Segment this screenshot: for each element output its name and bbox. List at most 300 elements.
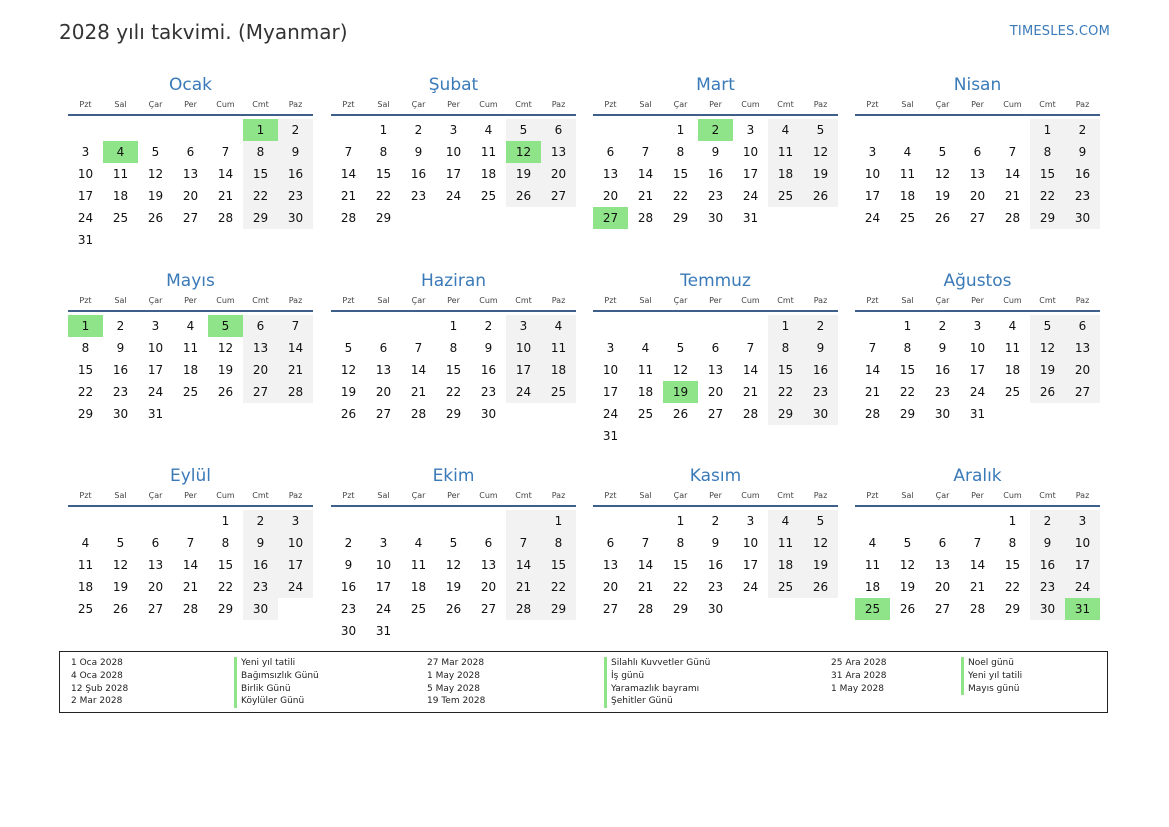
day-cell: 13 <box>243 337 278 359</box>
day-cell: 22 <box>243 185 278 207</box>
week-row <box>331 381 576 403</box>
week-row <box>68 119 313 141</box>
week-row <box>331 554 576 576</box>
day-cell: 10 <box>742 145 759 159</box>
week-row <box>593 185 838 207</box>
day-cell: 12 <box>934 167 951 181</box>
day-cell: 23 <box>1030 576 1065 598</box>
day-cell: 29 <box>1004 602 1021 616</box>
day-cell: 2 <box>414 123 423 137</box>
day-cell: 25 <box>541 381 576 403</box>
day-cell: 26 <box>934 211 951 225</box>
day-cell: 5 <box>449 536 458 550</box>
day-cell: 27 <box>182 211 199 225</box>
day-cell: 19 <box>147 189 164 203</box>
day-cell: 9 <box>484 341 493 355</box>
day-cell: 16 <box>1030 554 1065 576</box>
day-cell: 9 <box>1030 532 1065 554</box>
day-cell: 12 <box>340 363 357 377</box>
day-cell: 17 <box>445 167 462 181</box>
day-cell: 25 <box>899 211 916 225</box>
weekday-label: Per <box>971 491 984 500</box>
day-cell: 21 <box>742 385 759 399</box>
day-cell: 7 <box>973 536 982 550</box>
month-calendar <box>68 270 313 425</box>
day-cell: 26 <box>112 602 129 616</box>
day-cell: 11 <box>637 363 654 377</box>
legend-holiday-name: Mayıs günü <box>961 683 1022 696</box>
day-cell: 7 <box>221 145 230 159</box>
day-cell: 30 <box>278 207 313 229</box>
legend-date: 19 Tem 2028 <box>427 696 486 707</box>
day-cell-empty <box>995 403 1030 425</box>
day-cell: 13 <box>375 363 392 377</box>
week-row <box>593 576 838 598</box>
day-cell: 25 <box>410 602 427 616</box>
day-cell: 22 <box>445 385 462 399</box>
day-cell-empty <box>890 510 925 532</box>
week-row <box>331 532 576 554</box>
day-cell: 4 <box>541 315 576 337</box>
day-cell-empty <box>593 510 628 532</box>
day-cell: 26 <box>217 385 234 399</box>
day-cell: 15 <box>217 558 234 572</box>
weekday-label: Paz <box>551 491 566 500</box>
weekday-label: Pzt <box>866 100 879 109</box>
day-cell: 18 <box>410 580 427 594</box>
day-cell: 25 <box>112 211 129 225</box>
legend-date: 1 May 2028 <box>831 683 884 694</box>
week-row <box>331 337 576 359</box>
day-cell-empty <box>733 425 768 447</box>
day-cell: 20 <box>182 189 199 203</box>
day-cell: 24 <box>506 381 541 403</box>
weekday-label: Paz <box>1075 491 1090 500</box>
day-cell: 6 <box>379 341 388 355</box>
weekday-label: Cmt <box>515 296 532 305</box>
day-cell: 17 <box>742 167 759 181</box>
day-cell-empty <box>68 510 103 532</box>
week-row <box>331 141 576 163</box>
day-cell: 14 <box>340 167 357 181</box>
day-cell: 4 <box>768 510 803 532</box>
day-cell-empty <box>436 510 471 532</box>
day-cell: 24 <box>77 211 94 225</box>
day-cell-empty <box>278 403 313 425</box>
header-rule <box>855 505 1100 507</box>
week-row <box>593 403 838 425</box>
week-row <box>855 119 1100 141</box>
week-row <box>68 185 313 207</box>
day-cell: 19 <box>340 385 357 399</box>
day-cell-empty <box>628 315 663 337</box>
day-cell: 26 <box>147 211 164 225</box>
month-name: Aralık <box>953 466 1002 486</box>
day-cell: 21 <box>340 189 357 203</box>
day-cell: 4 <box>768 119 803 141</box>
legend-holiday-name: Şehitler Günü <box>604 695 710 708</box>
day-cell: 1 <box>1030 119 1065 141</box>
day-cell-empty <box>960 510 995 532</box>
day-cell: 30 <box>1030 598 1065 620</box>
day-cell: 29 <box>375 211 392 225</box>
weekday-label: Per <box>971 296 984 305</box>
day-cell: 27 <box>375 407 392 421</box>
weekday-label: Paz <box>1075 296 1090 305</box>
weekday-header <box>855 98 1100 112</box>
weekday-label: Pzt <box>604 100 617 109</box>
day-cell: 22 <box>1030 185 1065 207</box>
weekday-label: Pzt <box>604 296 617 305</box>
weekday-label: Sal <box>639 100 652 109</box>
day-cell-empty <box>628 425 663 447</box>
weekday-label: Çar <box>411 296 426 305</box>
day-cell: 8 <box>676 536 685 550</box>
day-cell: 11 <box>864 558 881 572</box>
day-cell: 11 <box>410 558 427 572</box>
day-cell: 19 <box>803 163 838 185</box>
day-cell: 6 <box>711 341 720 355</box>
header-rule <box>331 114 576 116</box>
day-cell: 18 <box>768 163 803 185</box>
weekday-label: Sal <box>377 100 390 109</box>
day-cell: 4 <box>81 536 90 550</box>
day-cell: 21 <box>182 580 199 594</box>
day-cell: 29 <box>1030 207 1065 229</box>
day-cell: 31 <box>375 624 392 638</box>
week-row <box>855 510 1100 532</box>
weekday-label: Pzt <box>342 491 355 500</box>
day-cell: 10 <box>1065 532 1100 554</box>
day-cell-empty <box>506 207 541 229</box>
day-cell: 9 <box>344 558 353 572</box>
day-cell: 18 <box>112 189 129 203</box>
day-cell: 27 <box>147 602 164 616</box>
day-cell-empty <box>541 207 576 229</box>
day-cell: 20 <box>934 580 951 594</box>
weekday-label: Cum <box>479 100 498 109</box>
day-cell: 28 <box>969 602 986 616</box>
day-cell-empty <box>506 620 541 642</box>
day-cell: 19 <box>445 580 462 594</box>
legend-holiday-name: İş günü <box>604 670 710 683</box>
weekday-label: Paz <box>813 296 828 305</box>
legend-holiday-name: Yeni yıl tatili <box>961 670 1022 683</box>
day-cell: 2 <box>344 536 353 550</box>
month-calendar <box>68 465 313 620</box>
day-cell: 28 <box>217 211 234 225</box>
day-cell-empty <box>173 229 208 251</box>
week-row <box>593 359 838 381</box>
day-cell: 26 <box>803 576 838 598</box>
day-cell-empty <box>103 229 138 251</box>
day-cell: 19 <box>663 381 698 403</box>
day-cell: 28 <box>506 598 541 620</box>
day-cell: 25 <box>1004 385 1021 399</box>
day-cell: 11 <box>182 341 199 355</box>
day-cell: 23 <box>340 602 357 616</box>
week-row <box>68 359 313 381</box>
day-cell: 24 <box>278 576 313 598</box>
day-cell-empty <box>768 598 803 620</box>
day-cell: 1 <box>379 123 388 137</box>
weekday-label: Paz <box>551 296 566 305</box>
day-cell: 10 <box>742 536 759 550</box>
day-cell: 2 <box>243 510 278 532</box>
week-row <box>855 403 1100 425</box>
legend-holiday-name: Köylüler Günü <box>234 695 319 708</box>
day-cell-empty <box>628 510 663 532</box>
legend-date: 5 May 2028 <box>427 683 480 694</box>
day-cell: 4 <box>484 123 493 137</box>
day-cell: 26 <box>1030 381 1065 403</box>
day-cell: 24 <box>864 211 881 225</box>
day-cell: 13 <box>1065 337 1100 359</box>
legend-date: 31 Ara 2028 <box>831 670 887 681</box>
weekday-label: Paz <box>813 100 828 109</box>
day-cell: 20 <box>707 385 724 399</box>
day-cell-empty <box>593 119 628 141</box>
day-cell: 18 <box>637 385 654 399</box>
day-cell: 21 <box>864 385 881 399</box>
day-cell: 4 <box>868 536 877 550</box>
day-cell: 2 <box>938 319 947 333</box>
day-cell: 3 <box>868 145 877 159</box>
day-cell: 12 <box>217 341 234 355</box>
legend-date: 4 Oca 2028 <box>71 670 123 681</box>
day-cell: 11 <box>1004 341 1021 355</box>
day-cell-empty <box>278 598 313 620</box>
weekday-label: Cmt <box>1039 296 1056 305</box>
day-cell: 8 <box>1030 141 1065 163</box>
month-calendar <box>331 270 576 425</box>
day-cell: 7 <box>414 341 423 355</box>
day-cell: 1 <box>221 514 230 528</box>
day-cell: 16 <box>480 363 497 377</box>
day-cell: 21 <box>217 189 234 203</box>
week-row <box>331 207 576 229</box>
weekday-label: Pzt <box>604 491 617 500</box>
day-cell-empty <box>803 207 838 229</box>
day-cell: 19 <box>1030 359 1065 381</box>
weekday-header <box>855 294 1100 308</box>
day-cell: 6 <box>484 536 493 550</box>
day-cell-empty <box>278 229 313 251</box>
day-cell: 25 <box>480 189 497 203</box>
day-cell: 7 <box>344 145 353 159</box>
day-cell: 12 <box>445 558 462 572</box>
weekday-label: Cmt <box>515 100 532 109</box>
day-cell-empty <box>628 119 663 141</box>
brand-link[interactable]: TIMESLES.COM <box>1009 24 1110 39</box>
weekday-label: Per <box>971 100 984 109</box>
day-cell: 12 <box>147 167 164 181</box>
day-cell: 11 <box>77 558 94 572</box>
holiday-legend <box>59 651 1108 713</box>
day-cell: 23 <box>803 381 838 403</box>
day-cell: 23 <box>1065 185 1100 207</box>
day-cell: 8 <box>541 532 576 554</box>
weekday-label: Cum <box>1003 296 1022 305</box>
day-cell-empty <box>366 510 401 532</box>
day-cell-empty <box>103 510 138 532</box>
day-cell: 13 <box>934 558 951 572</box>
month-name: Ekim <box>432 466 475 486</box>
day-cell: 12 <box>803 532 838 554</box>
day-cell: 3 <box>506 315 541 337</box>
day-cell: 18 <box>864 580 881 594</box>
week-row <box>68 381 313 403</box>
month-name: Nisan <box>953 75 1002 95</box>
month-calendar <box>593 465 838 620</box>
day-cell-empty <box>925 119 960 141</box>
day-cell: 30 <box>112 407 129 421</box>
day-cell: 18 <box>899 189 916 203</box>
day-cell: 29 <box>768 403 803 425</box>
day-cell: 24 <box>602 407 619 421</box>
day-cell: 31 <box>969 407 986 421</box>
weekday-label: Çar <box>148 491 163 500</box>
legend-date: 12 Şub 2028 <box>71 683 129 694</box>
weekday-label: Pzt <box>79 296 92 305</box>
weekday-header <box>855 489 1100 503</box>
day-cell: 5 <box>676 341 685 355</box>
day-cell: 28 <box>1004 211 1021 225</box>
day-cell: 15 <box>445 363 462 377</box>
legend-holiday-name: Birlik Günü <box>234 683 319 696</box>
day-cell-empty <box>925 510 960 532</box>
day-cell: 14 <box>969 558 986 572</box>
weekday-label: Sal <box>639 296 652 305</box>
day-cell: 3 <box>606 341 615 355</box>
day-cell-empty <box>331 315 366 337</box>
day-cell-empty <box>506 403 541 425</box>
day-cell: 7 <box>746 341 755 355</box>
weekday-label: Çar <box>935 100 950 109</box>
week-row <box>593 207 838 229</box>
day-cell: 30 <box>243 598 278 620</box>
day-cell-empty <box>471 620 506 642</box>
day-cell: 20 <box>541 163 576 185</box>
day-cell: 24 <box>742 580 759 594</box>
day-cell: 19 <box>506 163 541 185</box>
week-row <box>68 510 313 532</box>
day-cell: 2 <box>484 319 493 333</box>
day-cell: 3 <box>973 319 982 333</box>
week-row <box>331 576 576 598</box>
day-cell: 6 <box>151 536 160 550</box>
day-cell-empty <box>173 510 208 532</box>
day-cell: 11 <box>541 337 576 359</box>
day-cell: 20 <box>1065 359 1100 381</box>
header-rule <box>331 310 576 312</box>
day-cell: 19 <box>217 363 234 377</box>
day-cell: 28 <box>637 602 654 616</box>
week-row <box>593 532 838 554</box>
day-cell: 31 <box>742 211 759 225</box>
week-row <box>593 315 838 337</box>
day-cell: 17 <box>375 580 392 594</box>
day-cell: 9 <box>414 145 423 159</box>
day-cell: 4 <box>103 141 138 163</box>
month-calendar <box>68 74 313 251</box>
weekday-label: Sal <box>114 491 127 500</box>
day-cell: 17 <box>602 385 619 399</box>
day-cell: 5 <box>344 341 353 355</box>
weekday-label: Cum <box>216 100 235 109</box>
day-cell: 1 <box>768 315 803 337</box>
day-cell: 5 <box>938 145 947 159</box>
day-cell: 7 <box>186 536 195 550</box>
day-cell: 6 <box>186 145 195 159</box>
day-cell: 22 <box>1004 580 1021 594</box>
day-cell: 16 <box>1065 163 1100 185</box>
legend-date: 1 Oca 2028 <box>71 658 123 668</box>
week-row <box>855 207 1100 229</box>
weekday-label: Sal <box>901 491 914 500</box>
weekday-label: Pzt <box>866 491 879 500</box>
day-cell: 23 <box>934 385 951 399</box>
day-cell: 25 <box>855 598 890 620</box>
weekday-label: Pzt <box>342 100 355 109</box>
weekday-label: Cmt <box>777 100 794 109</box>
weekday-label: Cmt <box>252 100 269 109</box>
day-cell: 13 <box>182 167 199 181</box>
header-rule <box>68 310 313 312</box>
day-cell: 1 <box>676 514 685 528</box>
weekday-label: Per <box>447 100 460 109</box>
legend-holiday-name: Bağımsızlık Günü <box>234 670 319 683</box>
month-calendar <box>331 465 576 642</box>
week-row <box>68 576 313 598</box>
week-row <box>593 119 838 141</box>
day-cell: 28 <box>278 381 313 403</box>
weekday-label: Cum <box>216 491 235 500</box>
weekday-label: Per <box>709 296 722 305</box>
day-cell: 2 <box>711 514 720 528</box>
day-cell: 8 <box>449 341 458 355</box>
day-cell: 9 <box>1065 141 1100 163</box>
day-cell: 4 <box>1008 319 1017 333</box>
day-cell: 26 <box>506 185 541 207</box>
weekday-label: Cum <box>479 296 498 305</box>
week-row <box>68 532 313 554</box>
day-cell: 8 <box>903 341 912 355</box>
day-cell: 21 <box>1004 189 1021 203</box>
day-cell: 14 <box>506 554 541 576</box>
day-cell: 16 <box>340 580 357 594</box>
day-cell: 29 <box>672 602 689 616</box>
day-cell: 7 <box>278 315 313 337</box>
day-cell: 4 <box>414 536 423 550</box>
day-cell: 4 <box>641 341 650 355</box>
day-cell: 21 <box>410 385 427 399</box>
day-cell: 10 <box>278 532 313 554</box>
day-cell: 14 <box>182 558 199 572</box>
day-cell: 28 <box>742 407 759 421</box>
week-row <box>331 403 576 425</box>
day-cell: 30 <box>707 602 724 616</box>
weekday-label: Sal <box>377 491 390 500</box>
day-cell: 24 <box>969 385 986 399</box>
day-cell: 16 <box>803 359 838 381</box>
day-cell: 21 <box>637 580 654 594</box>
weekday-label: Per <box>447 296 460 305</box>
day-cell-empty <box>401 620 436 642</box>
day-cell: 12 <box>1030 337 1065 359</box>
day-cell: 21 <box>506 576 541 598</box>
day-cell: 9 <box>711 145 720 159</box>
